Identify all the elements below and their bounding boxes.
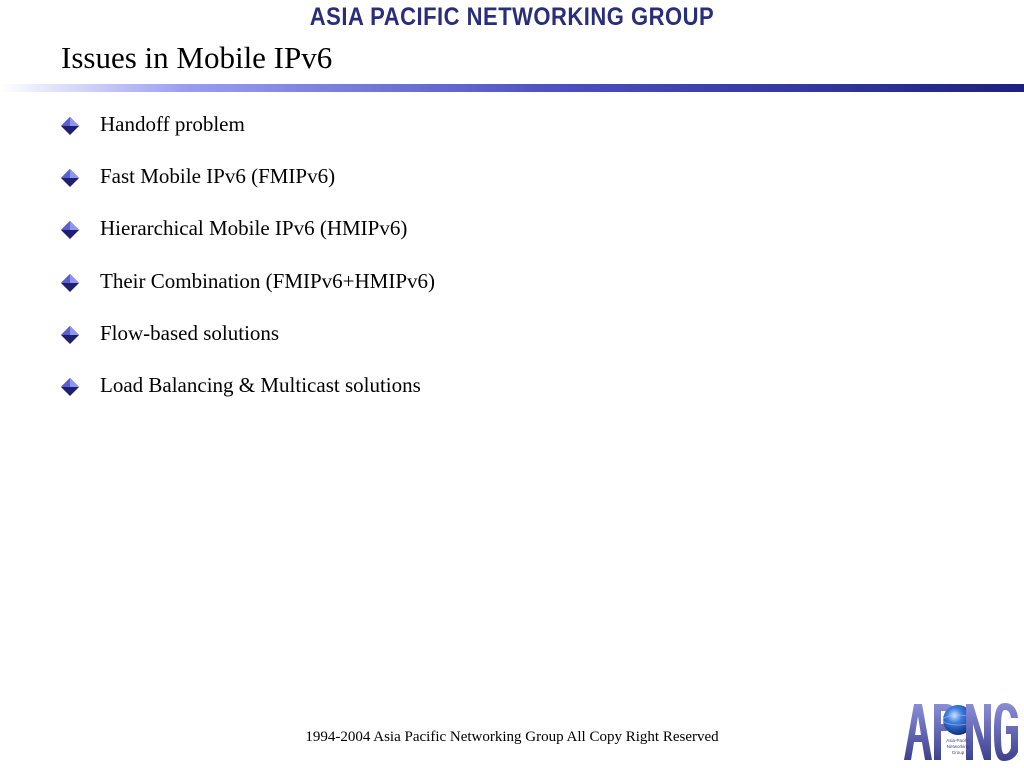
diamond-bullet-icon [60, 168, 80, 188]
apng-logo [900, 696, 1022, 766]
bullet-text: Fast Mobile IPv6 (FMIPv6) [100, 164, 336, 189]
bullet-text: Flow-based solutions [100, 320, 280, 345]
bullet-text: Load Balancing & Multicast solutions [100, 372, 421, 397]
bullet-text: Handoff problem [100, 112, 245, 136]
diamond-bullet-icon [60, 273, 80, 293]
logo-tagline-line: Asia-Pacific [946, 738, 970, 743]
org-banner: ASIA PACIFIC NETWORKING GROUP [309, 1, 715, 31]
bullet-text: Their Combination (FMIPv6+HMIPv6) [100, 268, 436, 293]
diamond-bullet-icon [60, 325, 80, 345]
slide-title: Issues in Mobile IPv6 [61, 40, 333, 75]
diamond-bullet-icon [60, 377, 80, 397]
diamond-bullet-icon [60, 220, 80, 240]
bullet-text: Hierarchical Mobile IPv6 (HMIPv6) [100, 216, 408, 241]
title-divider [0, 84, 1024, 92]
footer-copyright: 1994-2004 Asia Pacific Networking Group All Copy Right Reserved [305, 729, 719, 745]
logo-tagline-line: Networking [946, 744, 970, 749]
logo-tagline-line: Group [951, 750, 965, 755]
diamond-bullet-icon [60, 116, 80, 136]
